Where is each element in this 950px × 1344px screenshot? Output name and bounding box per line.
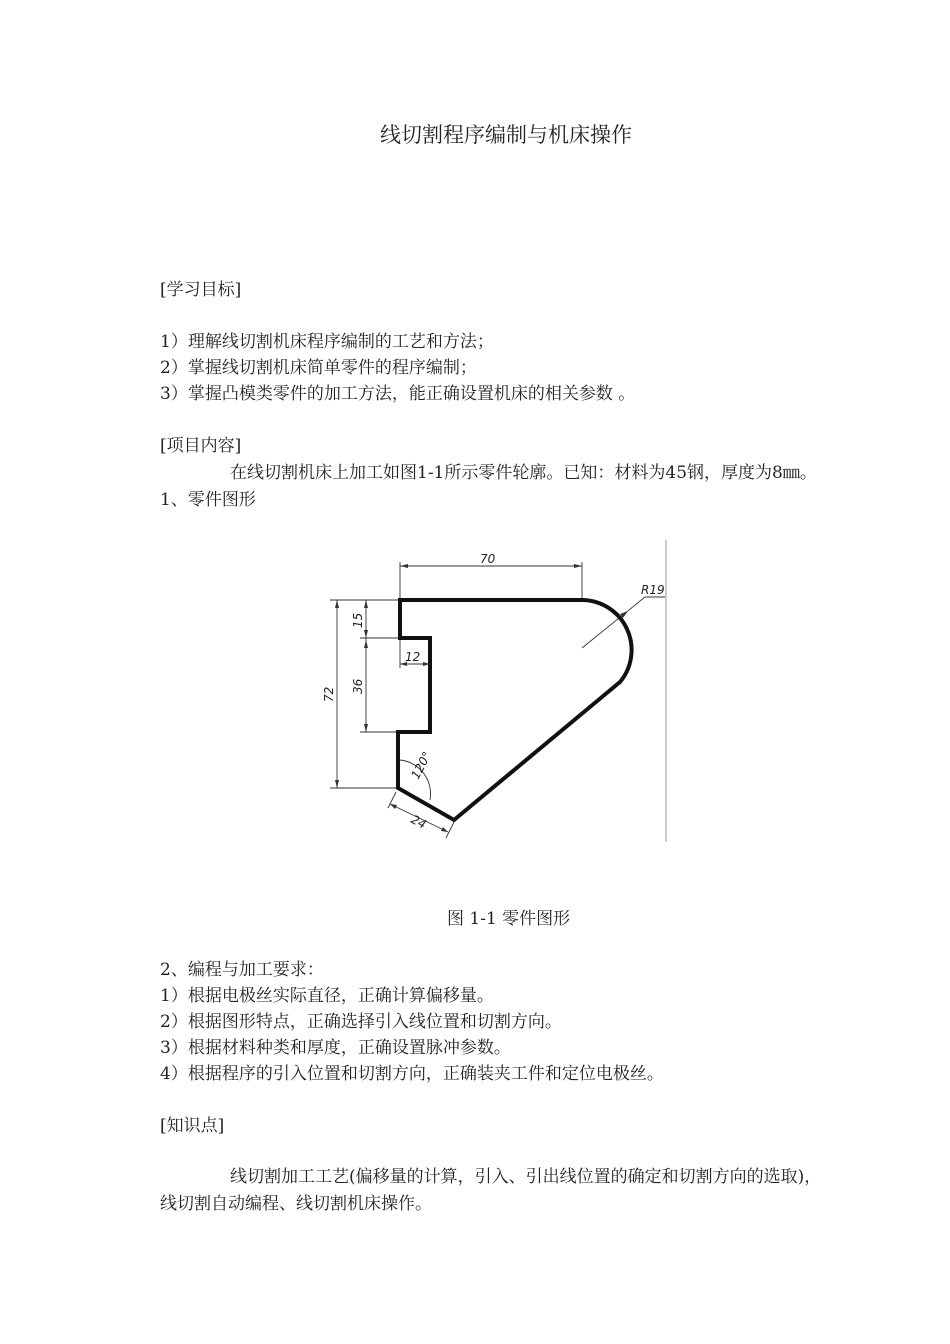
requirement-item: 1）根据电极丝实际直径，正确计算偏移量。 — [160, 986, 494, 1006]
dimension-lines — [330, 562, 665, 838]
dim-total-height: 72 — [322, 686, 336, 702]
dim-angle: 120° — [408, 749, 435, 782]
requirements-heading: 2、编程与加工要求： — [160, 960, 324, 980]
requirement-item: 4）根据程序的引入位置和切割方向，正确装夹工件和定位电极丝。 — [160, 1064, 664, 1084]
project-content-heading: [项目内容] — [160, 436, 242, 456]
dim-bottom-edge: 24 — [408, 812, 429, 832]
dim-radius: R19 — [641, 583, 665, 597]
goal-item: 2）掌握线切割机床简单零件的程序编制； — [160, 358, 477, 378]
dim-notch-top: 15 — [351, 612, 365, 628]
goal-item: 3）掌握凸模类零件的加工方法，能正确设置机床的相关参数 。 — [160, 384, 636, 404]
knowledge-paragraph-line2: 线切割自动编程、线切割机床操作。 — [160, 1194, 432, 1214]
goal-item: 1）理解线切割机床程序编制的工艺和方法； — [160, 332, 494, 352]
project-content-paragraph: 在线切割机床上加工如图1-1所示零件轮廓。已知：材料为45钢，厚度为8㎜。 — [230, 463, 817, 483]
figure-caption: 图 1-1 零件图形 — [447, 909, 571, 929]
knowledge-paragraph-line1: 线切割加工工艺(偏移量的计算，引入、引出线位置的确定和切割方向的选取)， — [230, 1167, 822, 1187]
knowledge-heading: [知识点] — [160, 1116, 225, 1136]
part-outline — [398, 600, 632, 820]
requirement-item: 3）根据材料种类和厚度，正确设置脉冲参数。 — [160, 1038, 511, 1058]
part-drawing — [318, 538, 678, 848]
dim-notch-depth: 12 — [405, 650, 421, 664]
learning-goals-heading: [学习目标] — [160, 280, 242, 300]
requirement-item: 2）根据图形特点，正确选择引入线位置和切割方向。 — [160, 1012, 562, 1032]
part-drawing-subheading: 1、零件图形 — [160, 490, 256, 510]
dim-notch-height: 36 — [351, 678, 365, 694]
page-title: 线切割程序编制与机床操作 — [380, 123, 632, 147]
dim-top-width: 70 — [480, 552, 496, 566]
dimension-arrows — [335, 564, 628, 832]
